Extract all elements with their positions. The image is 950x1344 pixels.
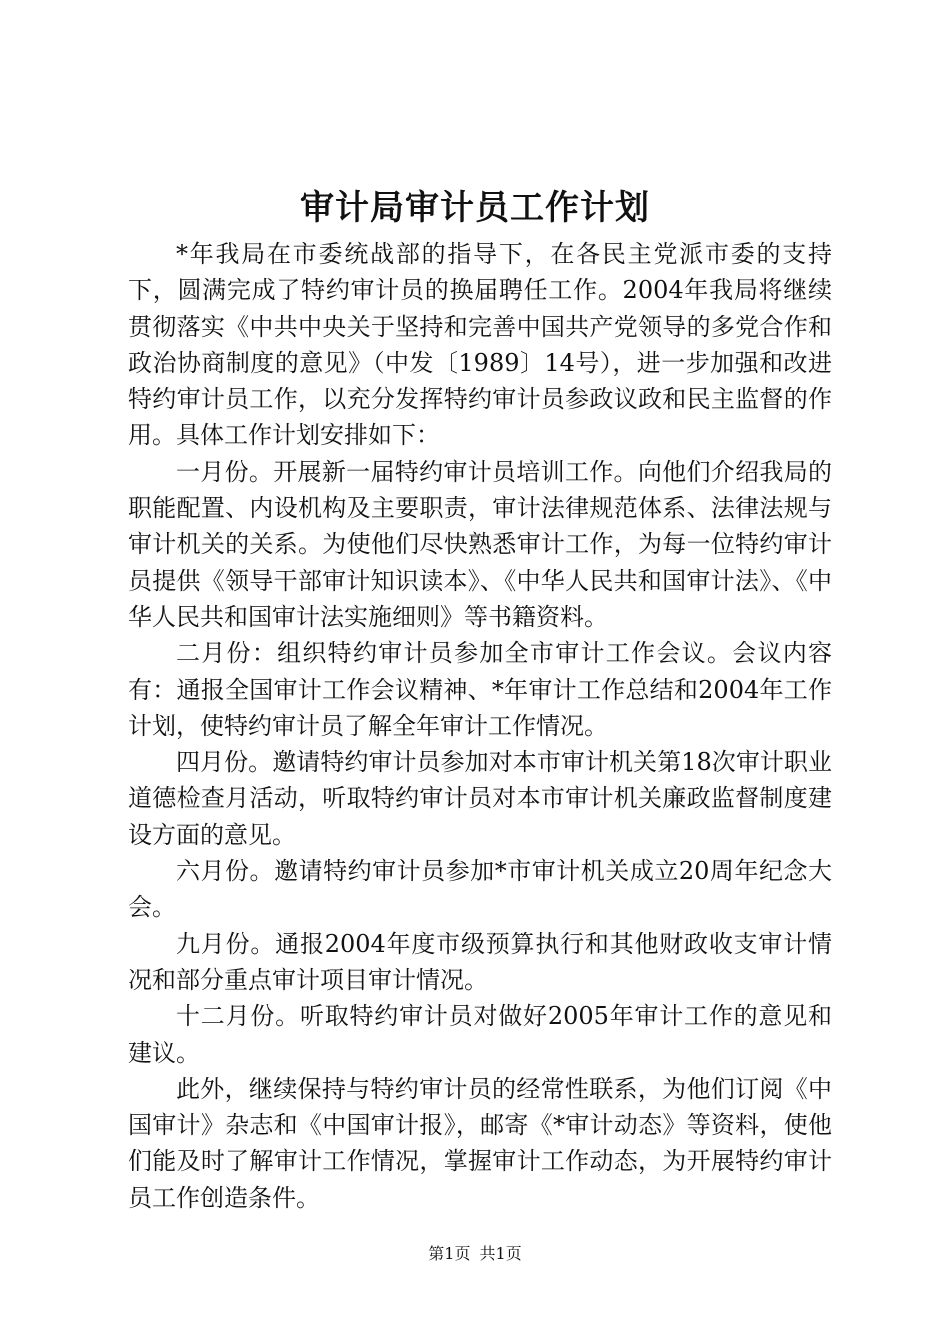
paragraph-january: 一月份。开展新一届特约审计员培训工作。向他们介绍我局的职能配置、内设机构及主要职责，审计法律规范体系、法律法规与审计机关的关系。为使他们尽快熟悉审计工作，为每一位特约审计员提供《领导干部审计知识读本》、《中华人民共和国审计法》、《中华人民共和国审计法实施细则》等书籍资料。 (128, 457, 832, 631)
paragraph-june: 六月份。邀请特约审计员参加*市审计机关成立20周年纪念大会。 (128, 857, 832, 922)
document-body (128, 236, 832, 1216)
paragraph-intro: *年我局在市委统战部的指导下，在各民主党派市委的支持下，圆满完成了特约审计员的换届聘任工作。2004年我局将继续贯彻落实《中共中央关于坚持和完善中国共产党领导的多党合作和政治协商制度的意见》（中发〔1989〕14号），进一步加强和改进特约审计员工作，以充分发挥特约审计员参政议政和民主监督的作用。具体工作计划安排如下： (128, 240, 832, 450)
paragraph-december: 十二月份。听取特约审计员对做好2005年审计工作的意见和建议。 (128, 1002, 832, 1067)
paragraph-february: 二月份：组织特约审计员参加全市审计工作会议。会议内容有：通报全国审计工作会议精神、*年审计工作总结和2004年工作计划，使特约审计员了解全年审计工作情况。 (128, 639, 832, 740)
page-footer (0, 1243, 950, 1265)
page-total: 共1页 (479, 1244, 522, 1263)
paragraph-additional: 此外，继续保持与特约审计员的经常性联系，为他们订阅《中国审计》杂志和《中国审计报》，邮寄《*审计动态》等资料，使他们能及时了解审计工作情况，掌握审计工作动态，为开展特约审计员工作创造条件。 (128, 1074, 832, 1212)
paragraph-april: 四月份。邀请特约审计员参加对本市审计机关第18次审计职业道德检查月活动，听取特约审计员对本市审计机关廉政监督制度建设方面的意见。 (128, 748, 832, 849)
document-title: 审计局审计员工作计划 (300, 188, 650, 228)
paragraph-september: 九月份。通报2004年度市级预算执行和其他财政收支审计情况和部分重点审计项目审计情况。 (128, 929, 832, 994)
page-number: 第1页 (428, 1244, 471, 1263)
